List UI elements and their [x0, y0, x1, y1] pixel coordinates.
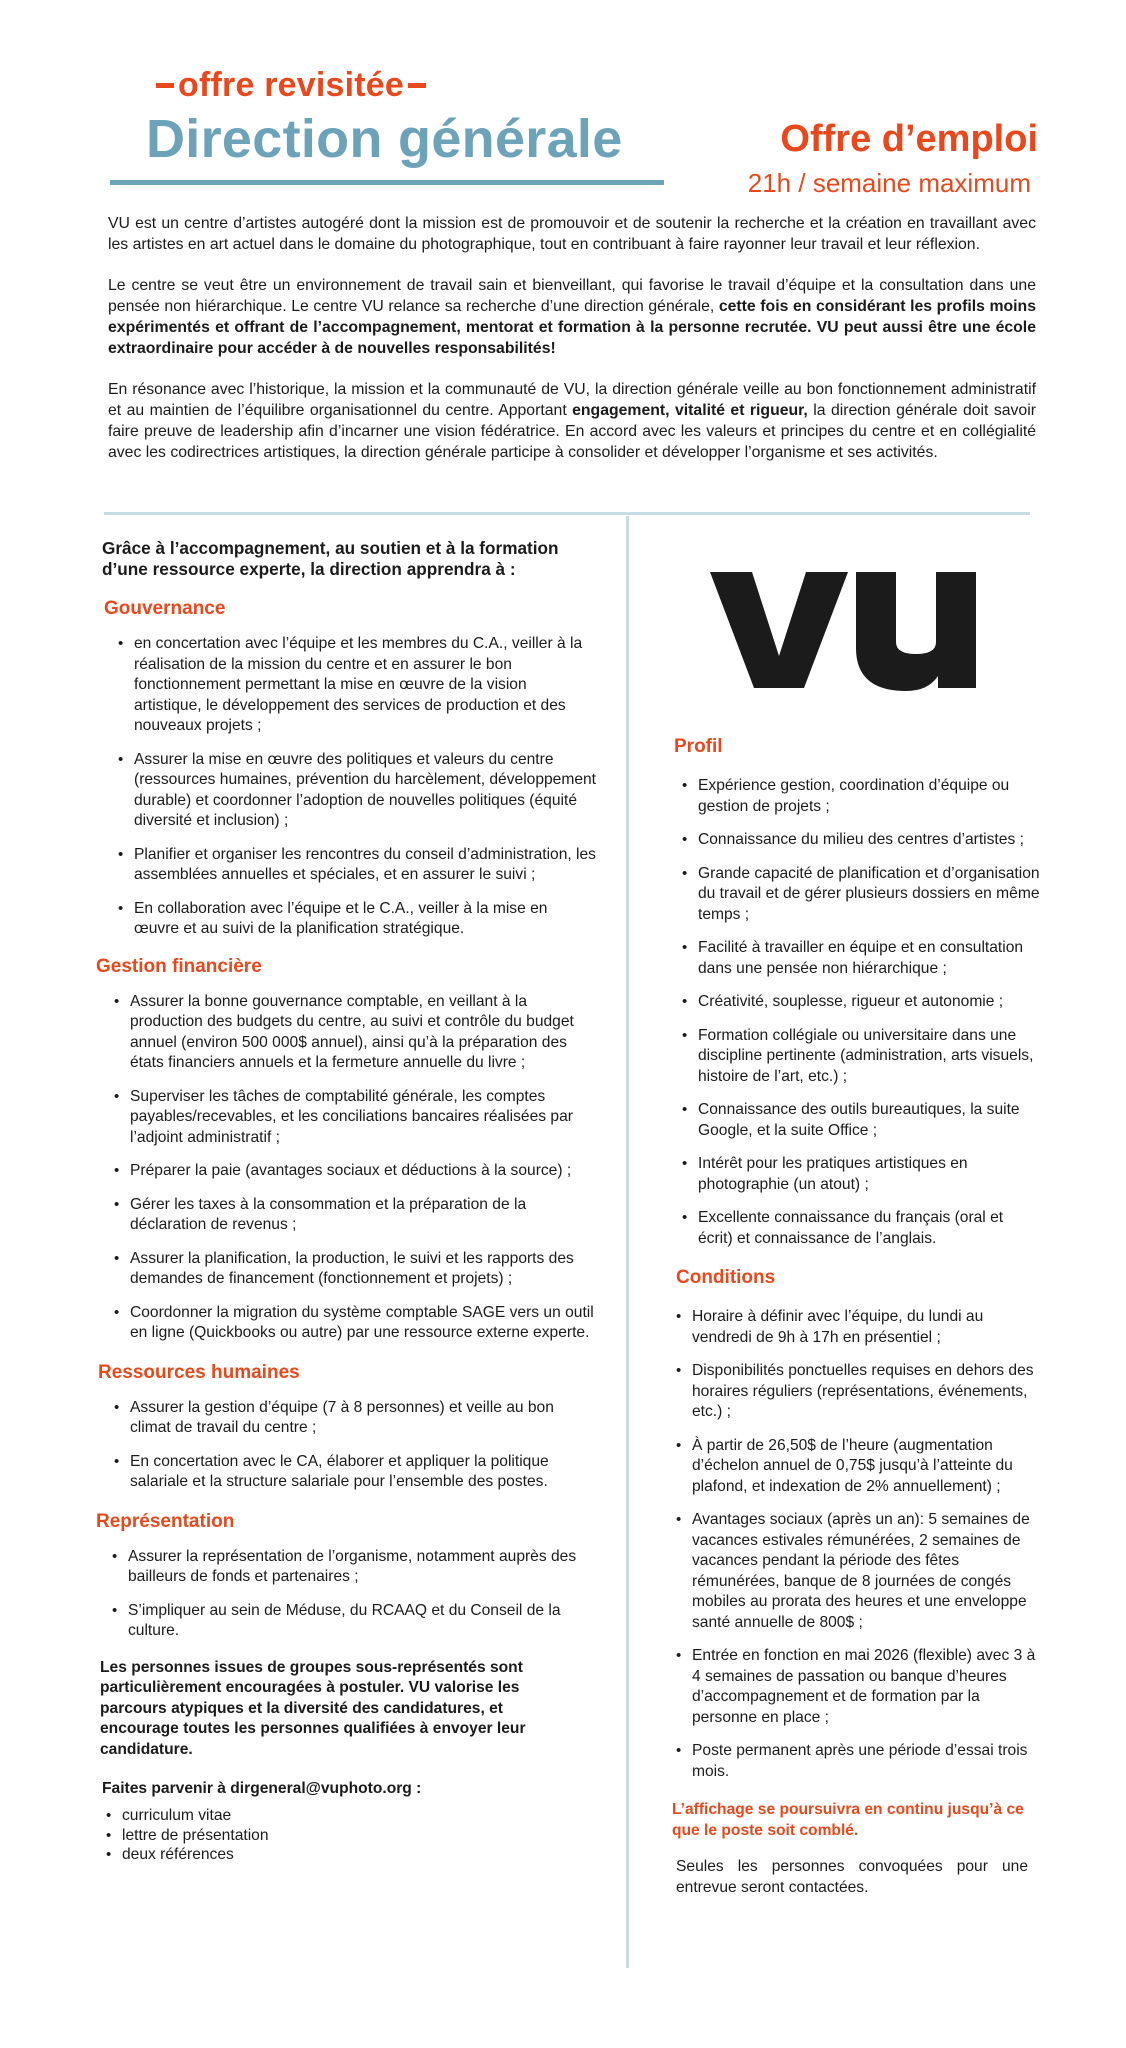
left-column	[96, 538, 596, 1865]
intro-paragraph-1: VU est un centre d’artistes autogéré dont la mission est de promouvoir et de soutenir la recherche et la création en travaillant avec les artistes en art actuel dans le domaine du photographique, tout en contribuant à faire rayonner leur travail et leur réflexion.	[108, 215, 1036, 253]
list-item: • Poste permanent après une période d’essai trois mois.	[674, 1741, 1040, 1782]
send-to-line: Faites parvenir à dirgeneral@vuphoto.org :	[102, 1780, 422, 1797]
dash-left	[156, 83, 174, 88]
list-item: • Assurer la représentation de l’organisme, notamment auprès des bailleurs de fonds et partenaires ;	[110, 1547, 596, 1588]
list-item: • Coordonner la migration du système comptable SAGE vers un outil en ligne (Quickbooks ou autre) par une ressource externe experte.	[112, 1303, 596, 1344]
intro-paragraph-3	[108, 379, 1036, 463]
intro-section	[108, 213, 1036, 483]
list-gestion-financiere	[112, 992, 596, 1344]
page-header	[0, 0, 1126, 200]
intro-p2-text: Le centre se veut être un environnement de travail sain et bienveillant, qui favorise le travail d’équipe et la consultation dans une pensée non hiérarchique. Le centre VU relance sa recherche d’une direction générale,	[108, 277, 1036, 315]
heading-representation: Représentation	[96, 1510, 235, 1532]
list-item: • À partir de 26,50$ de l’heure (augmentation d’échelon annuel de 0,75$ jusqu’à l’atteinte du plafond, et indexation de 2% annuellement) ;	[674, 1436, 1040, 1498]
heading-ressources-humaines: Ressources humaines	[98, 1361, 300, 1383]
heading-gouvernance: Gouvernance	[104, 598, 226, 619]
offer-label: Offre d’emploi	[780, 118, 1038, 160]
list-item: • Intérêt pour les pratiques artistiques en photographie (un atout) ;	[680, 1154, 1040, 1195]
list-item: • Horaire à définir avec l’équipe, du lundi au vendredi de 9h à 17h en présentiel ;	[674, 1307, 1040, 1348]
list-item: • Créativité, souplesse, rigueur et autonomie ;	[680, 992, 1040, 1013]
intro-p3-text-a: En résonance avec l’historique, la mission et la communauté de VU, la direction générale veille au bon fonctionnement administratif et au maintien de l’équilibre organisationnel du centre. Apportant	[108, 381, 1036, 419]
list-item: • Formation collégiale ou universitaire dans une discipline pertinente (administration, arts visuels, histoire de l’art, etc.) ;	[680, 1026, 1040, 1088]
list-item: • Grande capacité de planification et d’organisation du travail et de gérer plusieurs dossiers en même temps ;	[680, 864, 1040, 926]
list-documents	[104, 1806, 596, 1865]
list-item: • deux références	[104, 1845, 596, 1865]
kicker-text: offre revisitée	[178, 66, 404, 104]
list-item: • Avantages sociaux (après un an): 5 semaines de vacances estivales rémunérées, 2 semaines de vacances pendant la période des fêtes rémunérées, banque de 8 journées de congés mobiles au prorata des heures et une enveloppe santé annuelle de 800$ ;	[674, 1510, 1040, 1633]
list-item: • Expérience gestion, coordination d’équipe ou gestion de projets ;	[680, 776, 1040, 817]
intro-p3-text-c: la direction générale doit savoir faire preuve de leadership afin d’incarner une vision fédératrice. En accord avec les valeurs et principes du centre et en collégialité avec les codirectrices artistiques, la direction générale participe à consolider et développer l’organisme et ses activités.	[108, 402, 1036, 461]
list-item: • Assurer la planification, la production, le suivi et les rapports des demandes de financement (fonctionnement et projets) ;	[112, 1249, 596, 1290]
contact-note: Seules les personnes convoquées pour une entrevue seront contactées.	[676, 1858, 1028, 1896]
list-item: • En collaboration avec l’équipe et le C.A., veiller à la mise en œuvre et au suivi de la planification stratégique.	[116, 899, 596, 940]
list-item: • Préparer la paie (avantages sociaux et déductions à la source) ;	[112, 1161, 596, 1182]
column-divider	[626, 516, 629, 1968]
list-representation	[110, 1547, 596, 1642]
list-item: • Excellente connaissance du français (oral et écrit) et connaissance de l’anglais.	[680, 1208, 1040, 1249]
kicker	[152, 66, 430, 105]
heading-conditions: Conditions	[676, 1267, 776, 1288]
heading-gestion-financiere: Gestion financière	[96, 955, 262, 977]
list-item: • Assurer la bonne gouvernance comptable, en veillant à la production des budgets du centre, au suivi et contrôle du budget annuel (environ 500 000$ annuel), ainsi qu’à la préparation des états financiers annuels et la fermeture annuelle du livre ;	[112, 992, 596, 1074]
list-item: • Superviser les tâches de comptabilité générale, les comptes payables/recevables, et les conciliations bancaires réalisées par l’adjoint administratif ;	[112, 1087, 596, 1149]
list-item: • En concertation avec le CA, élaborer et appliquer la politique salariale et la structure salariale pour l’ensemble des postes.	[112, 1452, 596, 1493]
list-ressources-humaines	[112, 1398, 596, 1493]
list-conditions	[674, 1307, 1040, 1782]
page-title: Direction générale	[146, 109, 623, 169]
lead-statement: Grâce à l’accompagnement, au soutien et à la formation d’une ressource experte, la direction apprendra à :	[102, 538, 559, 579]
list-gouvernance	[116, 634, 596, 940]
list-item: • Gérer les taxes à la consommation et la préparation de la déclaration de revenus ;	[112, 1195, 596, 1236]
list-item: • Assurer la mise en œuvre des politiques et valeurs du centre (ressources humaines, prévention du harcèlement, développement durable) et coordonner l’adoption de nouvelles politiques (équité diversité et inclusion) ;	[116, 750, 596, 832]
heading-profil: Profil	[674, 736, 723, 757]
intro-p2-emphasis: cette fois en considérant les profils moins expérimentés et offrant de l’accompagnement, mentorat et formation à la personne recrutée. VU peut aussi être une école extraordinaire pour accéder à de nouvelles responsabilités!	[108, 298, 1036, 357]
vu-logo	[710, 572, 976, 692]
closing-statement: Les personnes issues de groupes sous-représentés sont particulièrement encouragées à postuler. VU valorise les parcours atypiques et la diversité des candidatures, et encourage toutes les personnes qualifiées à envoyer leur candidature.	[100, 1658, 526, 1758]
list-item: • Facilité à travailler en équipe et en consultation dans une pensée non hiérarchique ;	[680, 938, 1040, 979]
dash-right	[408, 83, 426, 88]
list-item: • Disponibilités ponctuelles requises en dehors des horaires réguliers (représentations, événements, etc.) ;	[674, 1361, 1040, 1423]
section-divider	[104, 512, 1030, 515]
intro-paragraph-2	[108, 275, 1036, 359]
list-item: • Assurer la gestion d’équipe (7 à 8 personnes) et veille au bon climat de travail du centre ;	[112, 1398, 596, 1439]
list-profil	[680, 776, 1040, 1249]
list-item: • Connaissance du milieu des centres d’artistes ;	[680, 830, 1040, 851]
right-column	[668, 560, 1040, 1898]
list-item: • Connaissance des outils bureautiques, la suite Google, et la suite Office ;	[680, 1100, 1040, 1141]
list-item: • en concertation avec l’équipe et les membres du C.A., veiller à la réalisation de la mission du centre et en assurer le bon fonctionnement permettant la mise en œuvre de la vision artistique, le développement des services de production et des nouveaux projets ;	[116, 634, 596, 737]
list-item: • lettre de présentation	[104, 1826, 596, 1846]
list-item: • Entrée en fonction en mai 2026 (flexible) avec 3 à 4 semaines de passation ou banque d’heures d’accompagnement et de formation par la personne en place ;	[674, 1646, 1040, 1728]
list-item: • S’impliquer au sein de Méduse, du RCAAQ et du Conseil de la culture.	[110, 1601, 596, 1642]
list-item: • curriculum vitae	[104, 1806, 596, 1826]
title-underline	[110, 180, 664, 185]
intro-p3-emphasis: engagement, vitalité et rigueur,	[572, 402, 808, 419]
posting-note: L’affichage se poursuivra en continu jusqu’à ce que le poste soit comblé.	[672, 1801, 1024, 1839]
hours-label: 21h / semaine maximum	[747, 168, 1031, 198]
list-item: • Planifier et organiser les rencontres du conseil d’administration, les assemblées annuelles et spéciales, et en assurer le suivi ;	[116, 845, 596, 886]
